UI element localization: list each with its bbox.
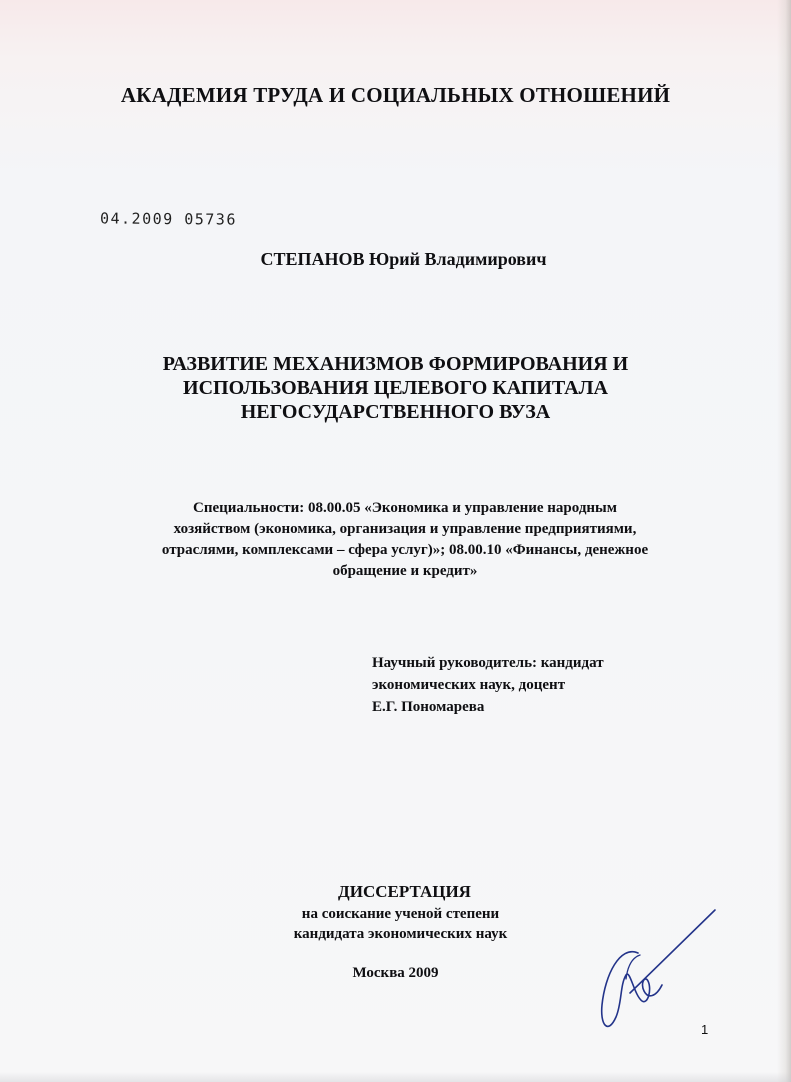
- signature-icon: [590, 905, 720, 1040]
- specialty-block: [110, 498, 700, 582]
- specialty-line: отраслями, комплексами – сфера услуг)»; 08.00.10 «Финансы, денежное: [161, 542, 649, 558]
- title-line: РАЗВИТИЕ МЕХАНИЗМОВ ФОРМИРОВАНИЯ И: [162, 353, 629, 375]
- title-line: ИСПОЛЬЗОВАНИЯ ЦЕЛЕВОГО КАПИТАЛА: [183, 377, 608, 399]
- specialty-line: обращение и кредит»: [332, 563, 478, 579]
- specialty-line: хозяйством (экономика, организация и управление предприятиями,: [173, 521, 637, 537]
- scan-edge-bottom: [0, 1072, 791, 1082]
- specialty-line: Специальности: 08.00.05 «Экономика и управление народным: [193, 500, 617, 516]
- degree-line: на соискание ученой степени: [301, 906, 500, 922]
- degree-line: кандидата экономических наук: [293, 926, 508, 942]
- supervisor-line: Научный руководитель: кандидат: [372, 655, 604, 671]
- institution-name: АКАДЕМИЯ ТРУДА И СОЦИАЛЬНЫХ ОТНОШЕНИЙ: [120, 83, 671, 107]
- supervisor-line: Е.Г. Пономарева: [372, 699, 485, 715]
- supervisor-line: экономических наук, доцент: [372, 677, 566, 693]
- dissertation-title: [0, 352, 791, 424]
- supervisor-block: [372, 652, 604, 718]
- page-number: 1: [701, 1022, 709, 1037]
- author-name: СТЕПАНОВ Юрий Владимирович: [260, 249, 547, 269]
- city-year: Москва 2009: [352, 965, 439, 981]
- registration-stamp: 04.2009 05736: [99, 209, 237, 229]
- dissertation-label: ДИССЕРТАЦИЯ: [338, 882, 471, 901]
- title-line: НЕГОСУДАРСТВЕННОГО ВУЗА: [240, 401, 551, 423]
